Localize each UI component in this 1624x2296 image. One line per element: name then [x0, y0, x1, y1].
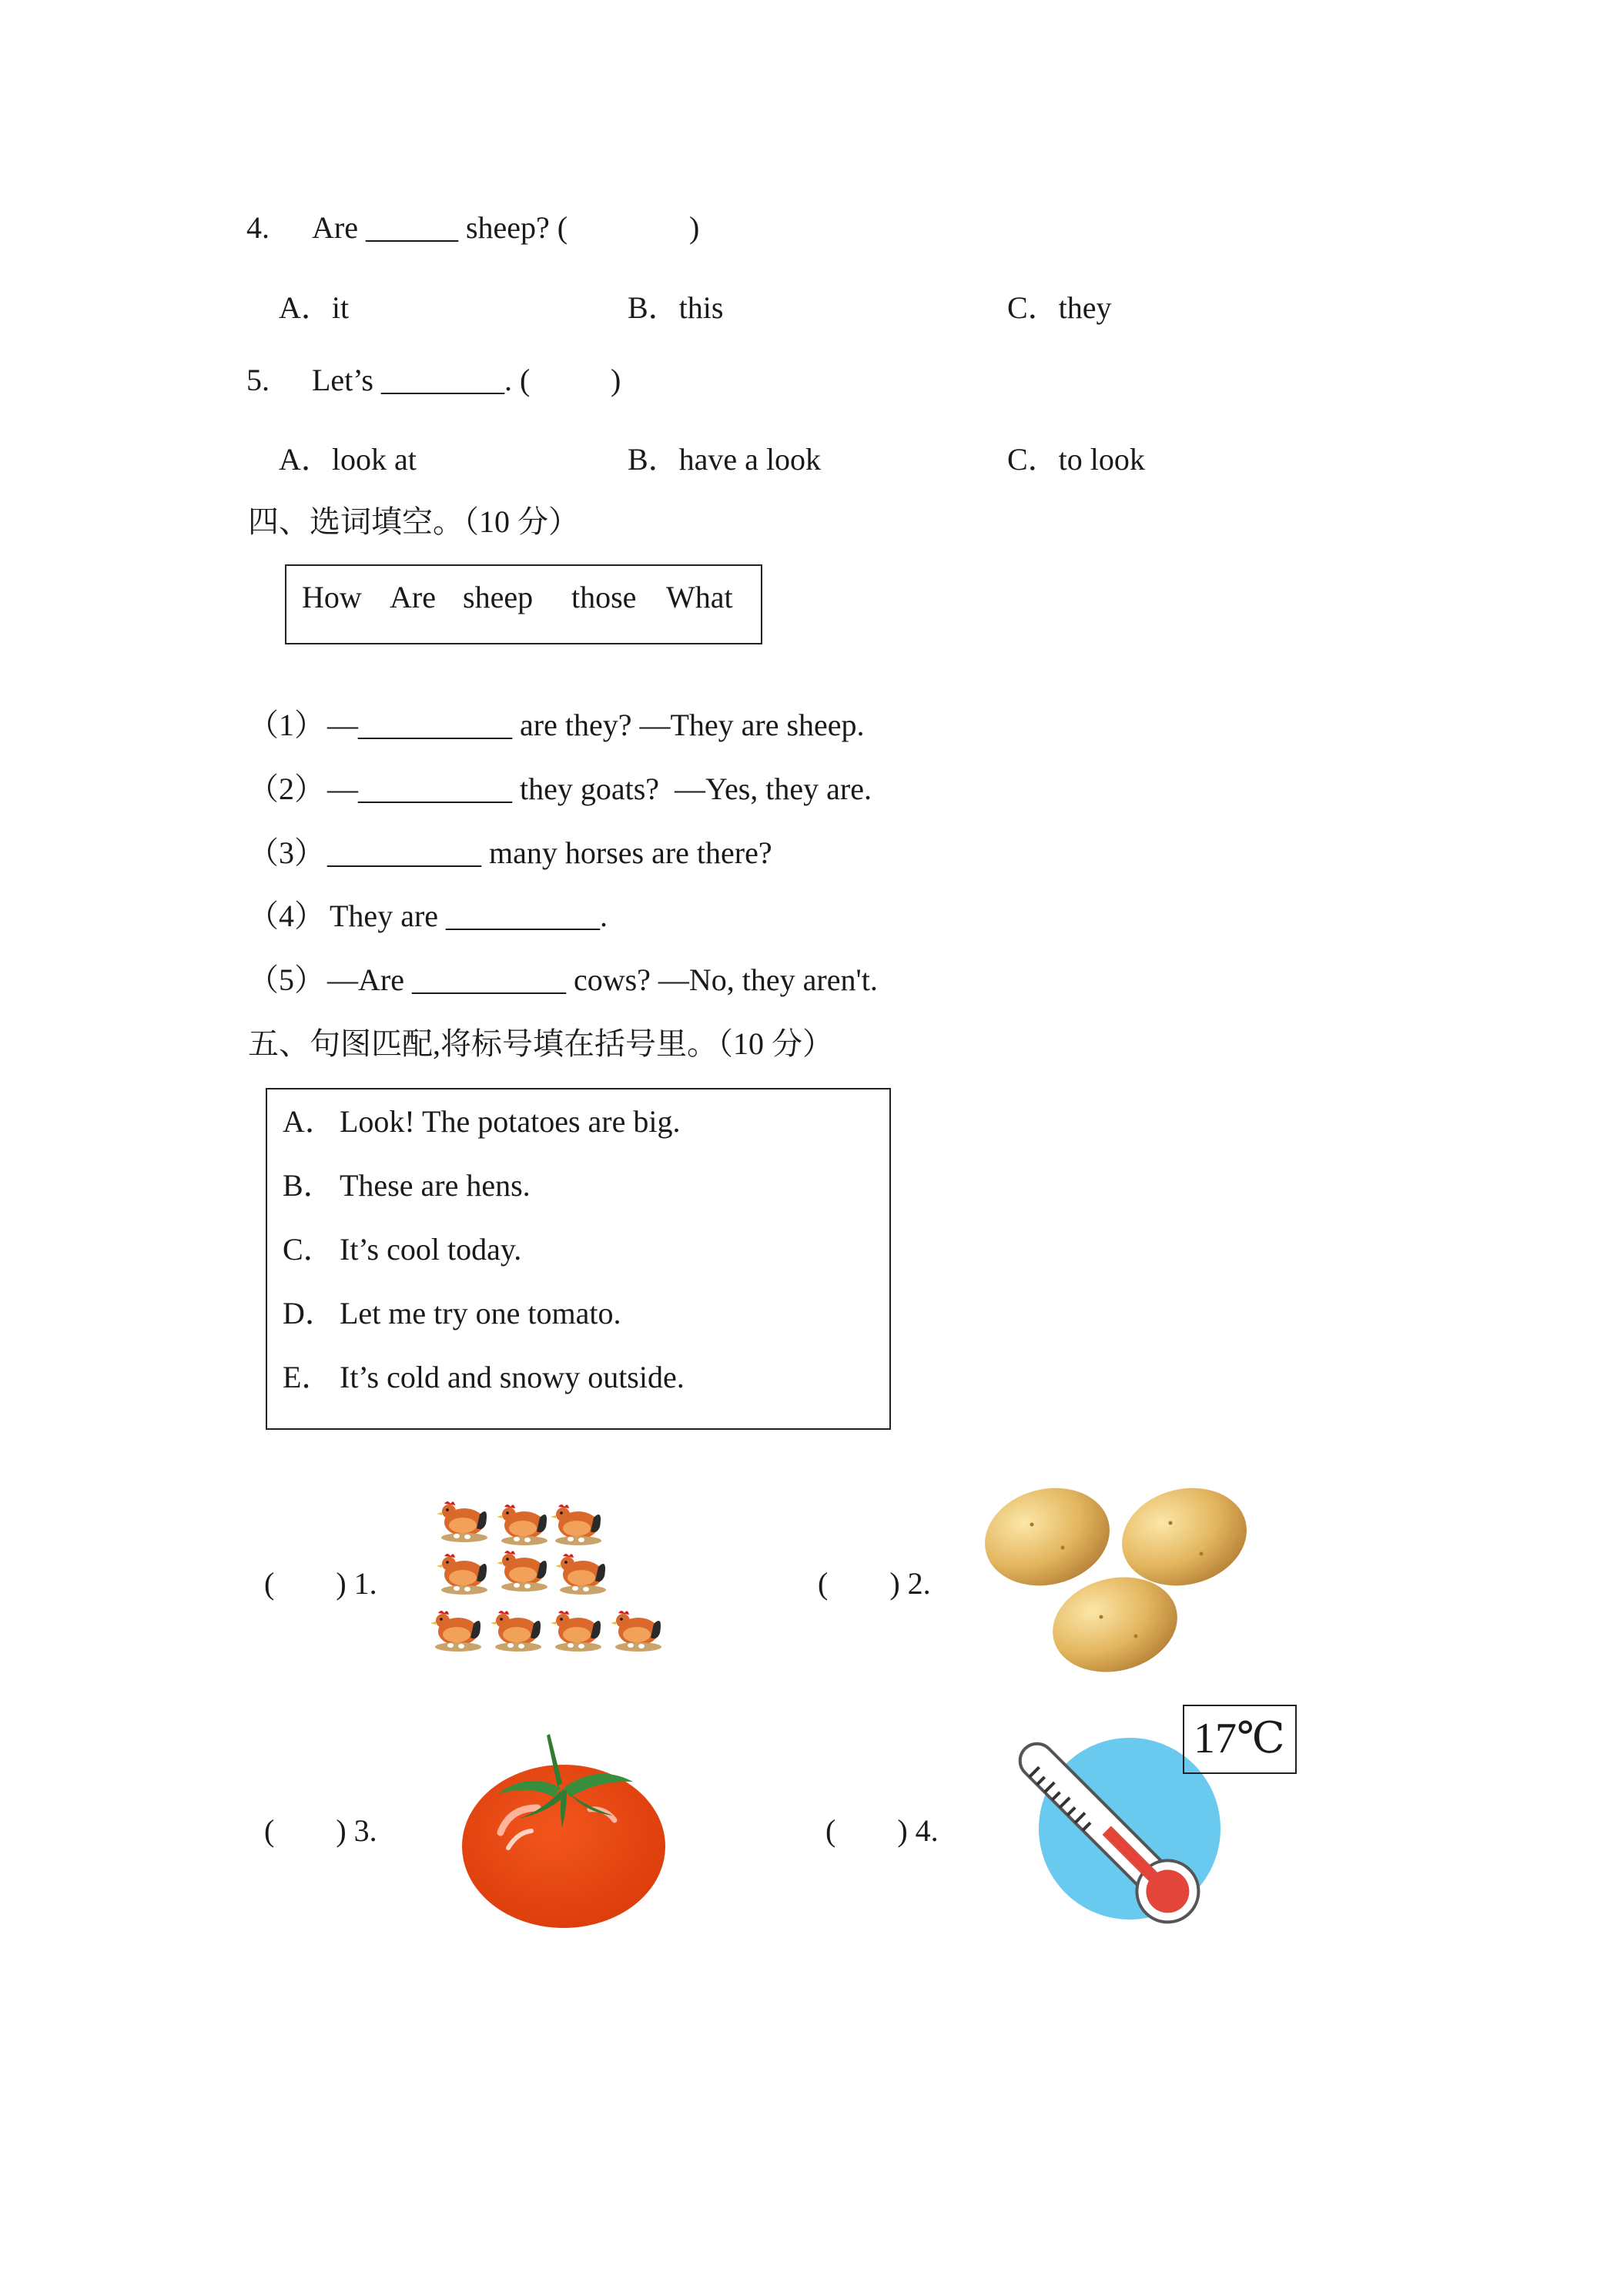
tomato-icon — [454, 1717, 670, 1933]
section5-title: 五、句图匹配,将标号填在括号里。（10 分） — [248, 1026, 833, 1061]
word-bank-are: Are — [390, 580, 436, 614]
sentence-b-label: B． — [283, 1168, 334, 1203]
q5-option-b: B．have a look — [628, 442, 822, 477]
picture-3-paren: ( ) 3. — [264, 1813, 377, 1848]
word-bank-what: What — [666, 580, 733, 614]
potatoes-icon — [978, 1478, 1255, 1678]
q4-option-c: C．they — [1007, 290, 1112, 325]
q5-close-paren: ) — [611, 363, 621, 397]
q5-number: 5. — [246, 363, 270, 397]
fill-item-2-label: （2） — [248, 771, 325, 806]
word-bank-how: How — [302, 580, 362, 614]
q5-stem: Let’s ________. ( — [312, 363, 531, 397]
fill-item-4-text: They are __________. — [330, 899, 608, 933]
picture-4-paren: ( ) 4. — [825, 1813, 939, 1848]
section4-title: 四、选词填空。（10 分） — [248, 504, 579, 539]
q4-option-a: A．it — [279, 290, 350, 325]
q5-option-c: C．to look — [1007, 442, 1145, 477]
sentence-d-text: Let me try one tomato. — [340, 1296, 621, 1330]
sentence-a-text: Look! The potatoes are big. — [340, 1104, 681, 1139]
sentence-c-text: It’s cool today. — [340, 1232, 522, 1267]
sentence-a-label: A． — [283, 1104, 336, 1139]
hens-icon — [427, 1498, 681, 1667]
fill-item-5-label: （5） — [248, 962, 325, 997]
sentence-c-label: C． — [283, 1232, 334, 1267]
q4-number: 4. — [246, 210, 270, 245]
sentence-d-label: D． — [283, 1296, 336, 1330]
q4-option-b: B．this — [628, 290, 724, 325]
fill-item-4-label: （4） — [248, 899, 325, 933]
q4-close-paren: ) — [689, 210, 700, 245]
fill-item-5-text: —Are __________ cows? —No, they aren't. — [327, 962, 878, 997]
fill-item-3-label: （3） — [248, 835, 325, 870]
fill-item-1-text: —__________ are they? —They are sheep. — [327, 708, 865, 742]
fill-item-2-text: —__________ they goats? —Yes, they are. — [327, 771, 872, 806]
temperature-label: 17℃ — [1194, 1715, 1285, 1762]
word-bank-those: those — [571, 580, 637, 614]
picture-2-paren: ( ) 2. — [818, 1566, 931, 1601]
fill-item-1-label: （1） — [248, 708, 325, 742]
fill-item-3-text: __________ many horses are there? — [327, 835, 772, 870]
sentence-b-text: These are hens. — [340, 1168, 531, 1203]
word-bank-sheep: sheep — [463, 580, 534, 614]
picture-1-paren: ( ) 1. — [264, 1566, 377, 1601]
sentence-e-label: E． — [283, 1360, 333, 1394]
q4-stem: Are ______ sheep? ( — [312, 210, 568, 245]
sentence-e-text: It’s cold and snowy outside. — [340, 1360, 685, 1394]
q5-option-a: A．look at — [279, 442, 417, 477]
